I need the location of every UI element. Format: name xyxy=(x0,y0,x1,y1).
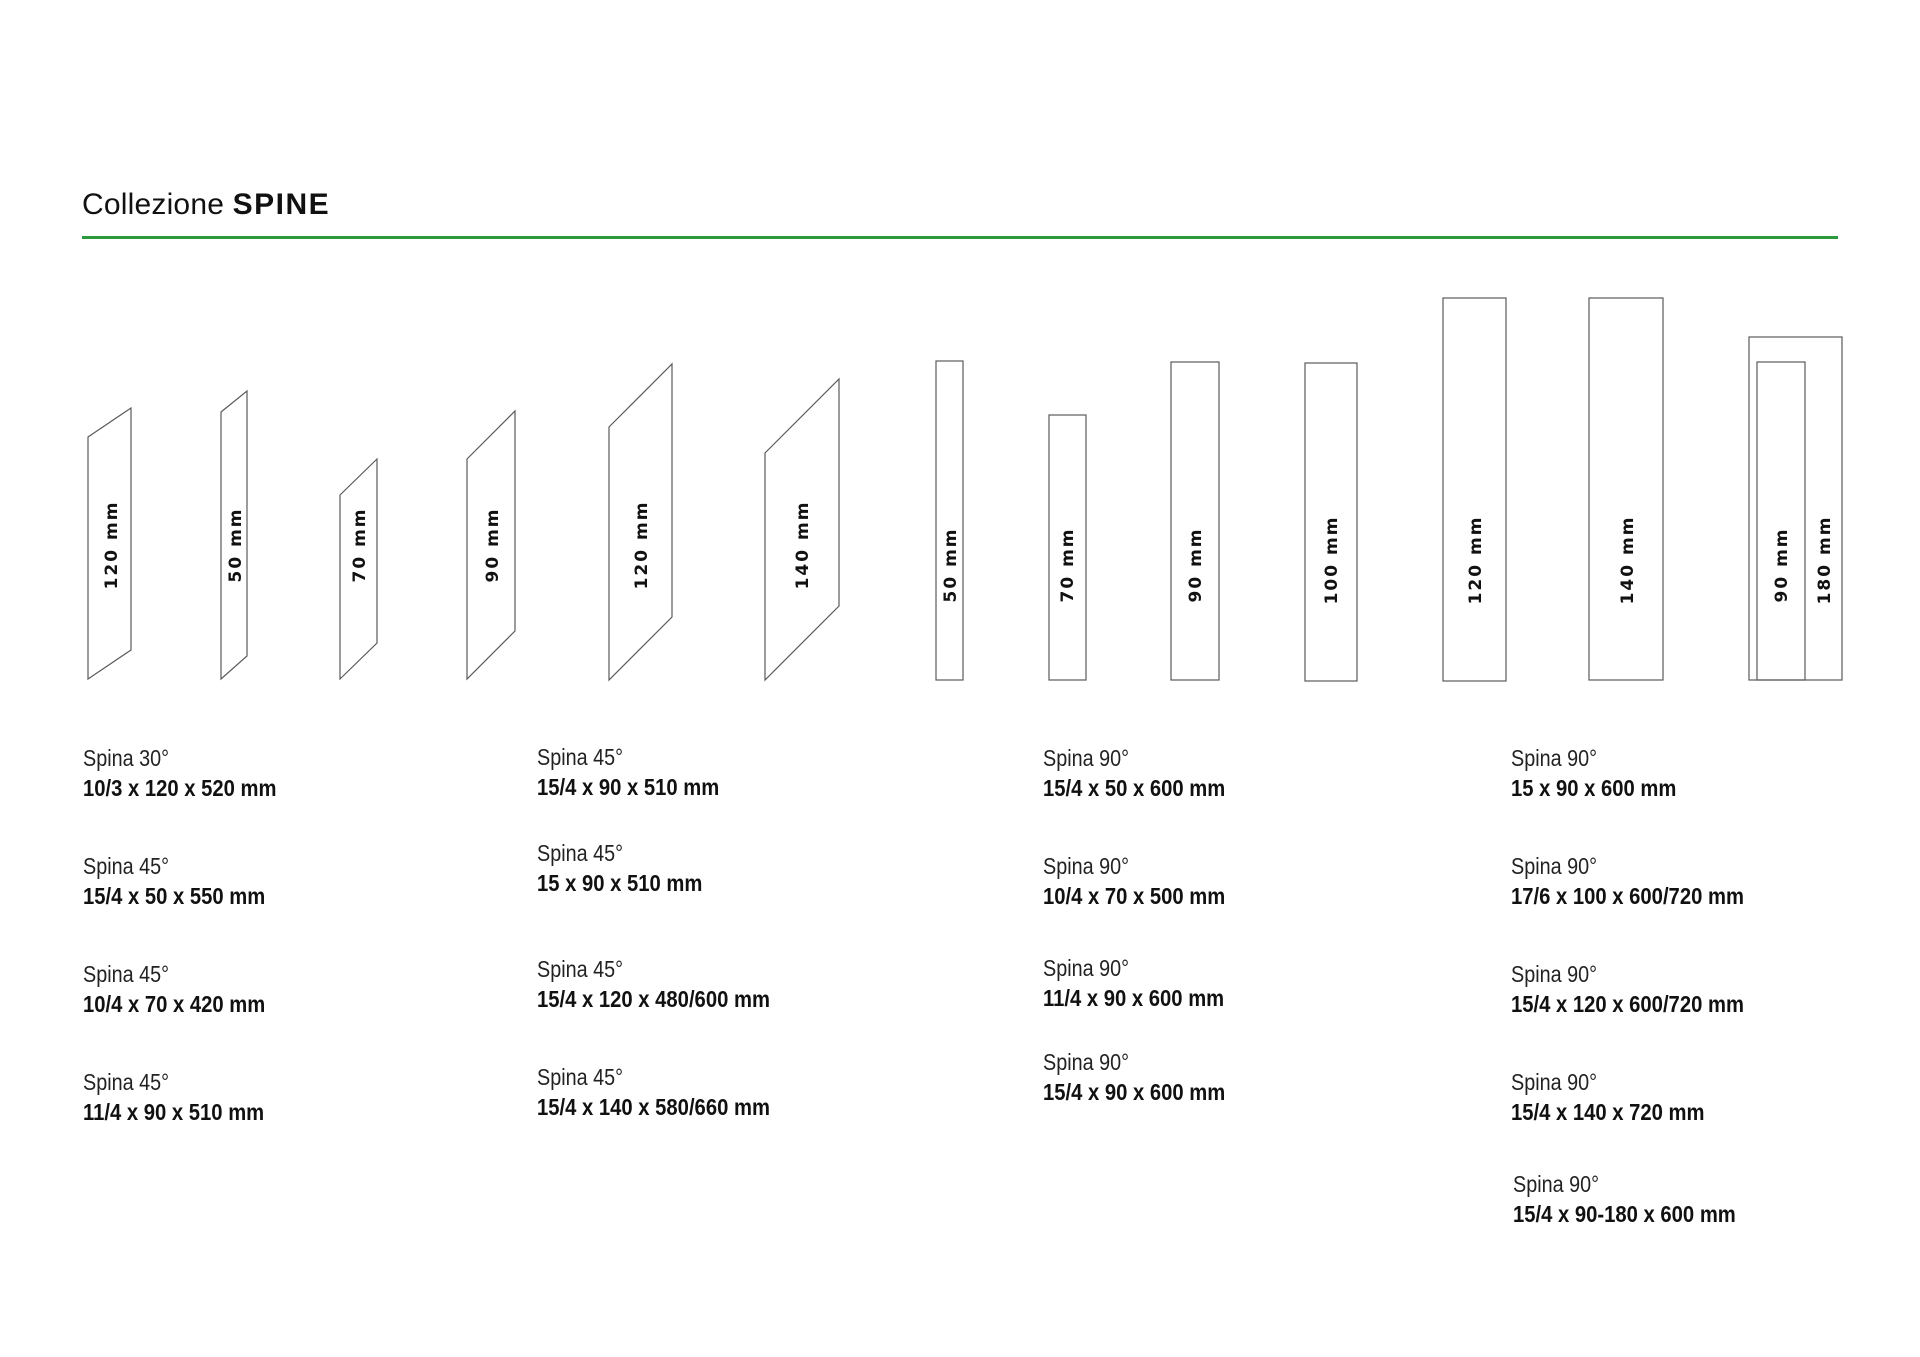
spec-type: Spina 90° xyxy=(1511,745,1597,771)
spec-item xyxy=(1513,1169,1766,1229)
spec-item xyxy=(1511,959,1776,1019)
profile-label-10: 120 mm xyxy=(1466,515,1486,605)
profile-shape-4 xyxy=(609,364,672,680)
profile-shape-11 xyxy=(1589,298,1663,680)
title-brand: SPINE xyxy=(232,188,331,221)
spec-dimensions: 11/4 x 90 x 510 mm xyxy=(83,1099,265,1125)
spec-item xyxy=(537,954,802,1014)
spec-dimensions: 10/3 x 120 x 520 mm xyxy=(83,775,277,801)
profile-shape-3 xyxy=(467,411,515,679)
spec-item xyxy=(537,1062,802,1122)
spec-dimensions: 10/4 x 70 x 420 mm xyxy=(83,991,266,1017)
profile-label-6: 50 mm xyxy=(941,527,961,603)
spec-dimensions: 10/4 x 70 x 500 mm xyxy=(1043,883,1226,909)
profile-shape-8 xyxy=(1171,362,1219,680)
spec-dimensions: 15 x 90 x 600 mm xyxy=(1511,775,1677,801)
spec-type: Spina 90° xyxy=(1043,853,1129,879)
profile-label-8: 90 mm xyxy=(1186,527,1206,603)
spec-dimensions: 15/4 x 90 x 600 mm xyxy=(1043,1079,1226,1105)
profile-label-13: 180 mm xyxy=(1815,515,1835,605)
spec-type: Spina 30° xyxy=(83,745,169,771)
spec-type: Spina 45° xyxy=(537,956,623,982)
spec-dimensions: 15/4 x 120 x 600/720 mm xyxy=(1511,991,1744,1017)
spec-item xyxy=(537,742,744,802)
spec-dimensions: 15 x 90 x 510 mm xyxy=(537,870,703,896)
spec-type: Spina 90° xyxy=(1043,1049,1129,1075)
profile-label-7: 70 mm xyxy=(1058,527,1078,603)
spec-dimensions: 15/4 x 140 x 720 mm xyxy=(1511,1099,1705,1125)
spec-item xyxy=(1043,1047,1250,1107)
spec-type: Spina 45° xyxy=(83,961,169,987)
spec-type: Spina 45° xyxy=(537,1064,623,1090)
spec-item xyxy=(1043,851,1250,911)
spec-item xyxy=(1511,1067,1731,1127)
profile-label-5: 140 mm xyxy=(793,500,813,590)
spec-dimensions: 15/4 x 90 x 510 mm xyxy=(537,774,720,800)
spec-item xyxy=(1043,953,1249,1013)
spec-item xyxy=(1043,743,1250,803)
profile-shape-7 xyxy=(1049,415,1086,680)
profile-label-1: 50 mm xyxy=(226,507,246,583)
spec-item xyxy=(83,959,290,1019)
profile-label-4: 120 mm xyxy=(632,500,652,590)
profile-label-11: 140 mm xyxy=(1618,515,1638,605)
spec-type: Spina 45° xyxy=(537,840,623,866)
spec-type: Spina 90° xyxy=(1043,955,1129,981)
spec-type: Spina 90° xyxy=(1513,1171,1599,1197)
spec-dimensions: 15/4 x 90-180 x 600 mm xyxy=(1513,1201,1736,1227)
profile-shape-9 xyxy=(1305,363,1357,681)
spec-dimensions: 15/4 x 120 x 480/600 mm xyxy=(537,986,770,1012)
spec-dimensions: 15/4 x 50 x 550 mm xyxy=(83,883,266,909)
spec-dimensions: 17/6 x 100 x 600/720 mm xyxy=(1511,883,1744,909)
profile-shape-10 xyxy=(1443,298,1506,681)
title-prefix: Collezione xyxy=(82,188,225,221)
spec-item xyxy=(83,743,303,803)
spec-dimensions: 11/4 x 90 x 600 mm xyxy=(1043,985,1225,1011)
profile-shape-6 xyxy=(936,361,963,680)
spec-item xyxy=(537,838,725,898)
spec-type: Spina 45° xyxy=(83,853,169,879)
spec-type: Spina 90° xyxy=(1043,745,1129,771)
spec-item xyxy=(1511,743,1699,803)
spec-dimensions: 15/4 x 140 x 580/660 mm xyxy=(537,1094,770,1120)
profile-label-2: 70 mm xyxy=(350,507,370,583)
profile-shape-0 xyxy=(88,408,131,679)
spec-item xyxy=(1511,851,1776,911)
profile-label-3: 90 mm xyxy=(483,507,503,583)
spec-item xyxy=(83,1067,289,1127)
profile-shape-1 xyxy=(221,391,247,679)
profile-shape-5 xyxy=(765,379,839,680)
profile-label-0: 120 mm xyxy=(102,500,122,590)
profile-shape-2 xyxy=(340,459,377,679)
spec-type: Spina 90° xyxy=(1511,1069,1597,1095)
spec-type: Spina 90° xyxy=(1511,961,1597,987)
spec-type: Spina 45° xyxy=(83,1069,169,1095)
profile-label-12: 90 mm xyxy=(1772,527,1792,603)
profile-shape-12 xyxy=(1749,337,1842,680)
spec-type: Spina 45° xyxy=(537,744,623,770)
spec-item xyxy=(83,851,290,911)
spec-type: Spina 90° xyxy=(1511,853,1597,879)
profile-label-9: 100 mm xyxy=(1322,515,1342,605)
spec-dimensions: 15/4 x 50 x 600 mm xyxy=(1043,775,1226,801)
